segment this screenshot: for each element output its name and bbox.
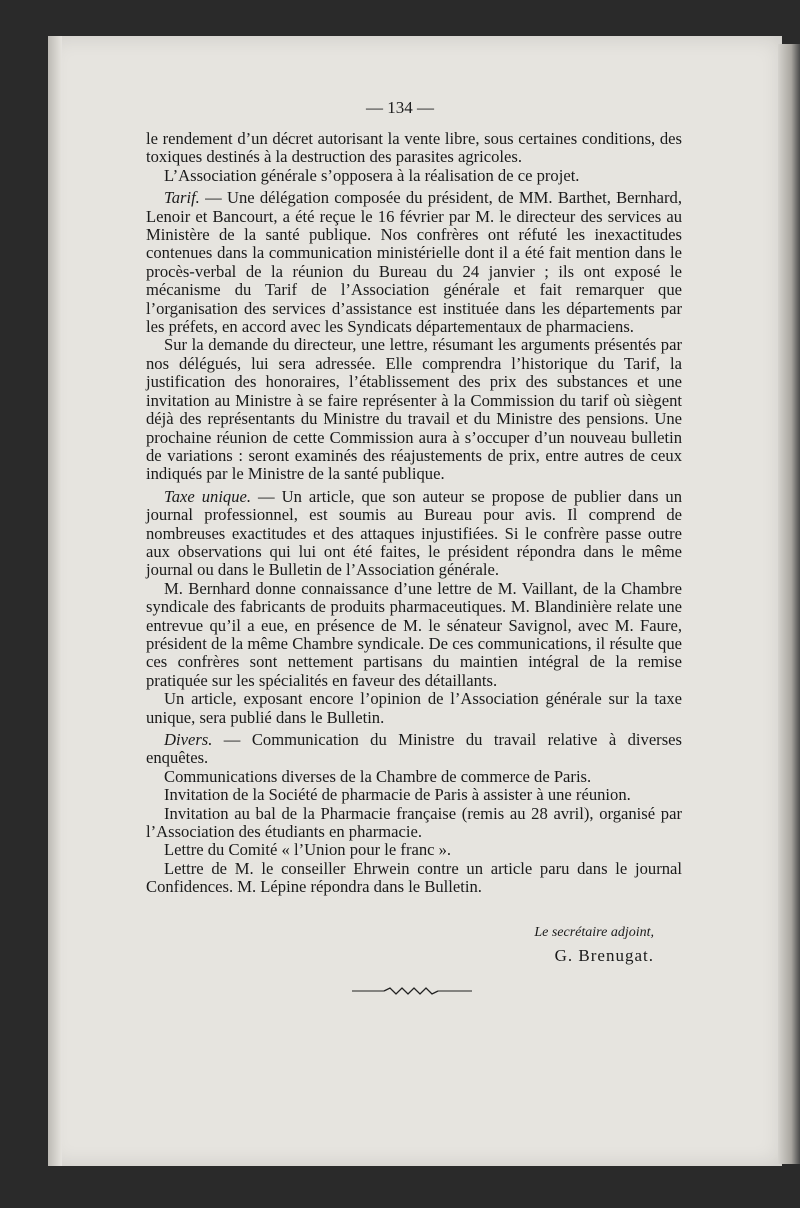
- paragraph-1: [146, 130, 682, 167]
- paragraph-text: L’Association générale s’opposera à la réalisation de ce projet.: [164, 165, 580, 185]
- paragraph-text: Invitation au bal de la Pharmacie française (remis au 28 avril), organisé par l’Association des étudiants en pharmacie.: [146, 803, 682, 842]
- section-lead-divers: Divers.: [164, 730, 213, 749]
- paragraph-text: le rendement d’un décret autorisant la vente libre, sous certaines conditions, des toxiques destinés à la destruction des parasites agricoles.: [146, 129, 682, 167]
- paragraph-divers: [146, 731, 682, 768]
- paragraph-text: — Communication du Ministre du travail relative à diverses enquêtes.: [146, 730, 682, 768]
- paragraph-text: Lettre de M. le conseiller Ehrwein contre un article paru dans le journal Confidences. M. Lépine répondra dans le Bulletin.: [146, 858, 682, 897]
- paragraph-6: [146, 580, 682, 690]
- section-lead-tarif: Tarif.: [164, 188, 200, 208]
- paragraph-11: [146, 805, 682, 842]
- paragraph-text: — Un article, que son auteur se propose de publier dans un journal professionnel, est soumis au Bureau pour avis. Il comprend de nombreuses exactitudes et des attaques injustifiées. Si le confrère passe outre aux observations qui lui ont été faites, le président répondra dans le même journal ou dans le Bulletin de l’Association générale.: [146, 486, 682, 580]
- paragraph-9: [146, 768, 682, 786]
- paragraph-text: Sur la demande du directeur, une lettre, résumant les arguments présentés par nos délégués, lui sera adressée. Elle comprendra l’historique du Tarif, la justification des honoraires, l’établissement des prix des substances et une invitation au Ministre à se faire représenter à la Commission du tarif où siègent déjà des représentants du Ministre du travail et du Ministre des pensions. Une prochaine réunion de cette Commission aura à s’occuper d’un nouveau bulletin de variations : seront examinés des réajustements de prix, entre autres de ceux indiqués par le Ministre de la santé publique.: [146, 335, 682, 484]
- page-number: — 134 —: [366, 98, 434, 117]
- paragraph-text: Communications diverses de la Chambre de commerce de Paris.: [164, 766, 592, 786]
- paragraph-taxe-unique: [146, 488, 682, 580]
- paragraph-text: Invitation de la Société de pharmacie de Paris à assister à une réunion.: [164, 785, 631, 805]
- page-binding-shadow: [48, 36, 62, 1166]
- paragraph-text: — Une délégation composée du président, de MM. Barthet, Bernhard, Lenoir et Bancourt, a été reçue le 16 février par M. le directeur des services au Ministère de la santé publique. Nos confrères ont réfuté les inexactitudes contenues dans la communication ministérielle dont il a été fait mention dans le procès-verbal de la réunion du Bureau du 24 janvier ; ils ont exposé le mécanisme du Tarif de l’Association générale et fait remarquer que l’organisation des services d’assistance est instituée dans les départements par les préfets, en accord avec les Syndicats départementaux de pharmaciens.: [146, 188, 682, 337]
- ornament-divider: [350, 986, 474, 996]
- signature-block: [146, 924, 654, 966]
- section-lead-taxe-unique: Taxe unique.: [164, 486, 252, 506]
- paragraph-4: [146, 336, 682, 483]
- page-edge: [778, 44, 800, 1164]
- signature-name: G. Brenugat.: [554, 946, 654, 965]
- signature-role: Le secrétaire adjoint,: [534, 925, 654, 940]
- body-text: [146, 130, 682, 897]
- paragraph-13: [146, 860, 682, 897]
- paragraph-10: [146, 786, 682, 804]
- paragraph-12: [146, 841, 682, 859]
- paragraph-tarif: [146, 189, 682, 336]
- paragraph-2: [146, 167, 682, 185]
- paragraph-text: Lettre du Comité « l’Union pour le franc ».: [164, 840, 452, 860]
- paragraph-text: Un article, exposant encore l’opinion de l’Association générale sur la taxe unique, sera publié dans le Bulletin.: [146, 689, 682, 727]
- paragraph-text: M. Bernhard donne connaissance d’une lettre de M. Vaillant, de la Chambre syndicale des fabricants de produits pharmaceutiques. M. Blandinière relate une entrevue qu’il a eue, en présence de M. le sénateur Savignol, avec M. Faure, président de la même Chambre syndicale. De ces communications, il résulte que ces confrères sont nettement partisans du maintien intégral de la remise pratiquée sur les spécialités en faveur des détaillants.: [146, 578, 682, 690]
- paragraph-7: [146, 690, 682, 727]
